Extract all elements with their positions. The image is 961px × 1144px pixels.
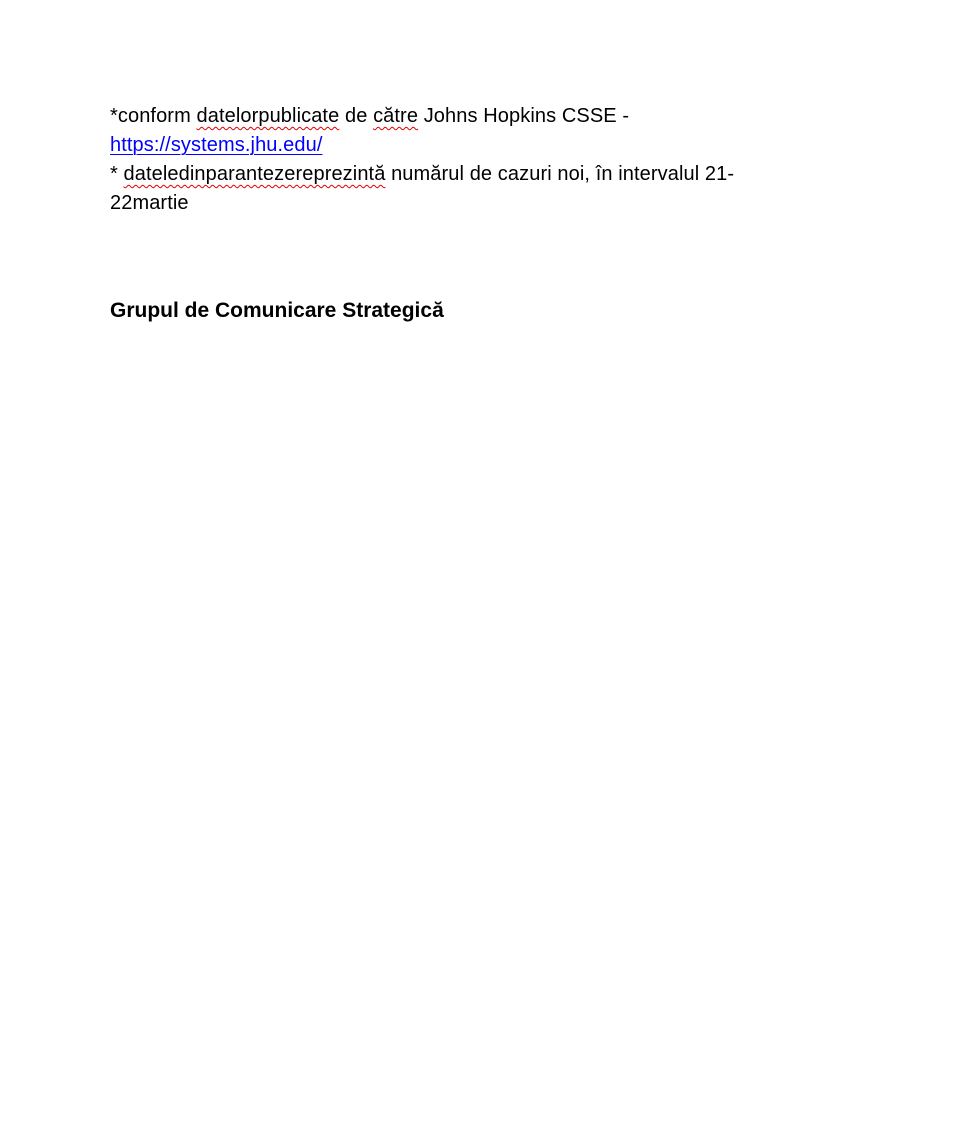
footnote-text: 22martie	[110, 192, 189, 214]
footnote-text: *	[110, 163, 124, 185]
footnote-line-2	[110, 131, 890, 160]
misspelled-word-catre: către	[373, 105, 419, 127]
footnote-text: numărul de cazuri noi, în intervalul 21-	[385, 163, 735, 185]
footnote-line-4	[110, 189, 890, 218]
footnote-text: de	[339, 105, 374, 127]
footnote-text: *conform	[110, 105, 197, 127]
footnote-line-1	[110, 102, 890, 131]
signature-heading: Grupul de Comunicare Strategică	[110, 299, 444, 322]
jhu-systems-link[interactable]: https://systems.jhu.edu/	[110, 134, 323, 156]
footnote-text: Johns Hopkins CSSE -	[418, 105, 630, 127]
footnote-line-3	[110, 160, 890, 189]
misspelled-word-datelorpublicate: datelorpublicate	[196, 105, 340, 127]
misspelled-word-dateledinparanteze: dateledinparantezereprezintă	[123, 163, 386, 185]
footnote-block	[110, 102, 890, 218]
